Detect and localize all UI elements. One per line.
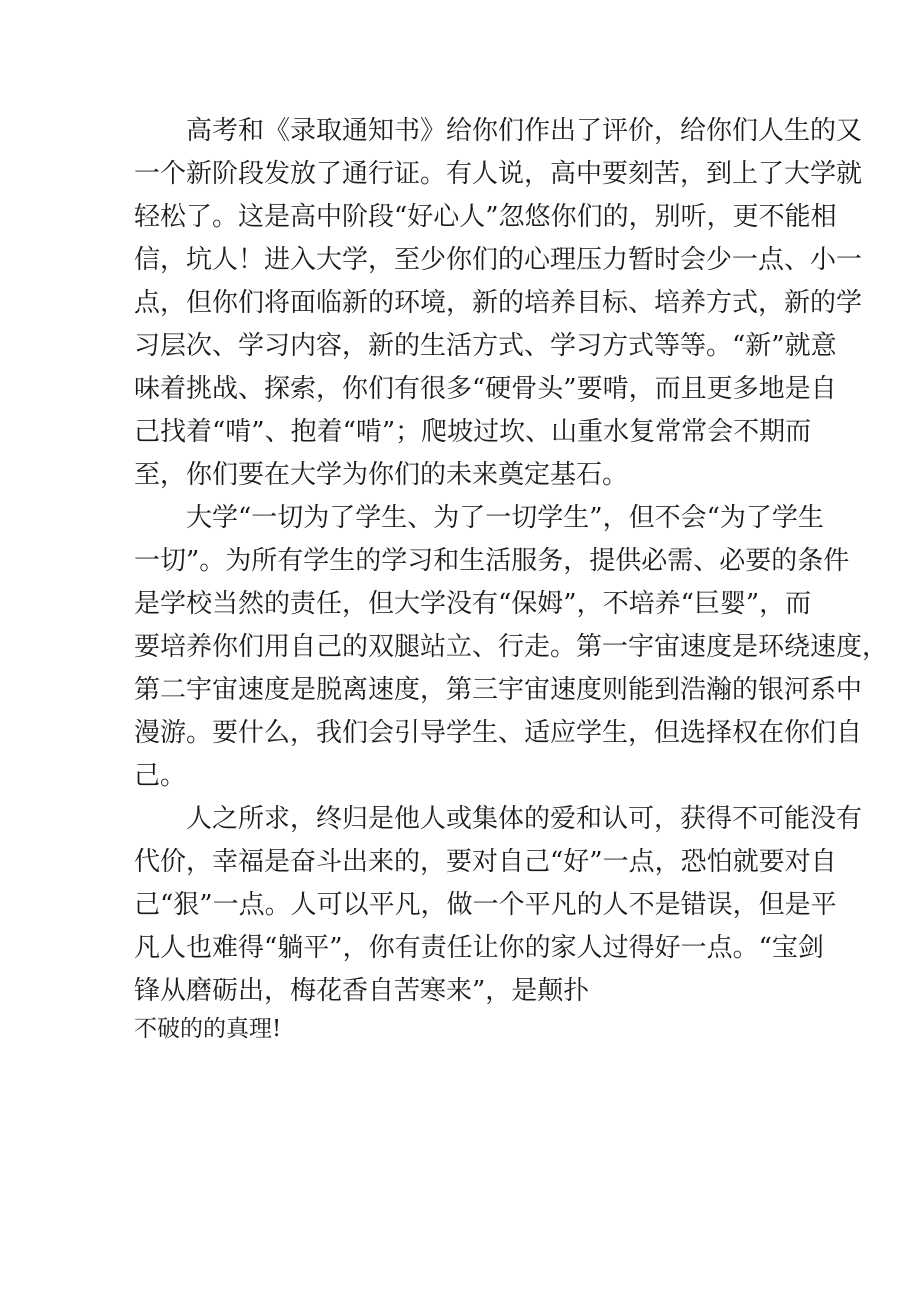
text-line: 凡人也难得“躺平”，你有责任让你的家人过得好一点。“宝剑	[134, 933, 824, 963]
document-body	[134, 110, 889, 1051]
text-line: 要培养你们用自己的双腿站立、行走。第一宇宙速度是环绕速度，	[134, 632, 889, 662]
text-line: 是学校当然的责任，但大学没有“保姆”，不培养“巨婴”，而	[134, 589, 812, 619]
text-line: 信，坑人！进入大学，至少你们的心理压力暂时会少一点、小一	[134, 245, 863, 275]
text-line: 点，但你们将面临新的环境，新的培养目标、培养方式，新的学	[134, 288, 863, 318]
text-line: 不破的的真理!	[134, 1016, 282, 1042]
text-line: 己“狠”一点。人可以平凡，做一个平凡的人不是错误，但是平	[134, 890, 837, 920]
text-line: 至，你们要在大学为你们的未来奠定基石。	[134, 460, 629, 490]
text-line: 己找着“啃”、抱着“啃”；爬坡过坎、山重水复常常会不期而	[134, 417, 812, 447]
text-line: 漫游。要什么，我们会引导学生、适应学生，但选择权在你们自	[134, 718, 863, 748]
text-line: 大学“一切为了学生、为了一切学生”，但不会“为了学生	[186, 503, 824, 533]
text-line: 锋从磨砺出，梅花香自苦寒来”，是颠扑	[134, 976, 590, 1006]
paragraph-3	[134, 798, 863, 1051]
text-line: 高考和《录取通知书》给你们作出了评价，给你们人生的又	[186, 116, 863, 146]
text-line: 人之所求，终归是他人或集体的爱和认可，获得不可能没有	[186, 804, 863, 834]
text-line: 一个新阶段发放了通行证。有人说，高中要刻苦，到上了大学就	[134, 159, 863, 189]
paragraph-1	[134, 110, 863, 497]
text-line: 味着挑战、探索，你们有很多“硬骨头”要啃，而且更多地是自	[134, 374, 837, 404]
text-line: 己。	[134, 761, 187, 791]
text-line: 习层次、学习内容，新的生活方式、学习方式等等。“新”就意	[134, 331, 837, 361]
text-line: 轻松了。这是高中阶段“好心人”忽悠你们的，别听，更不能相	[134, 202, 837, 232]
text-line: 一切”。为所有学生的学习和生活服务，提供必需、必要的条件	[134, 546, 850, 576]
text-line: 代价，幸福是奋斗出来的，要对自己“好”一点，恐怕就要对自	[134, 847, 837, 877]
paragraph-2	[134, 497, 889, 798]
text-line: 第二宇宙速度是脱离速度，第三宇宙速度则能到浩瀚的银河系中	[134, 675, 863, 705]
